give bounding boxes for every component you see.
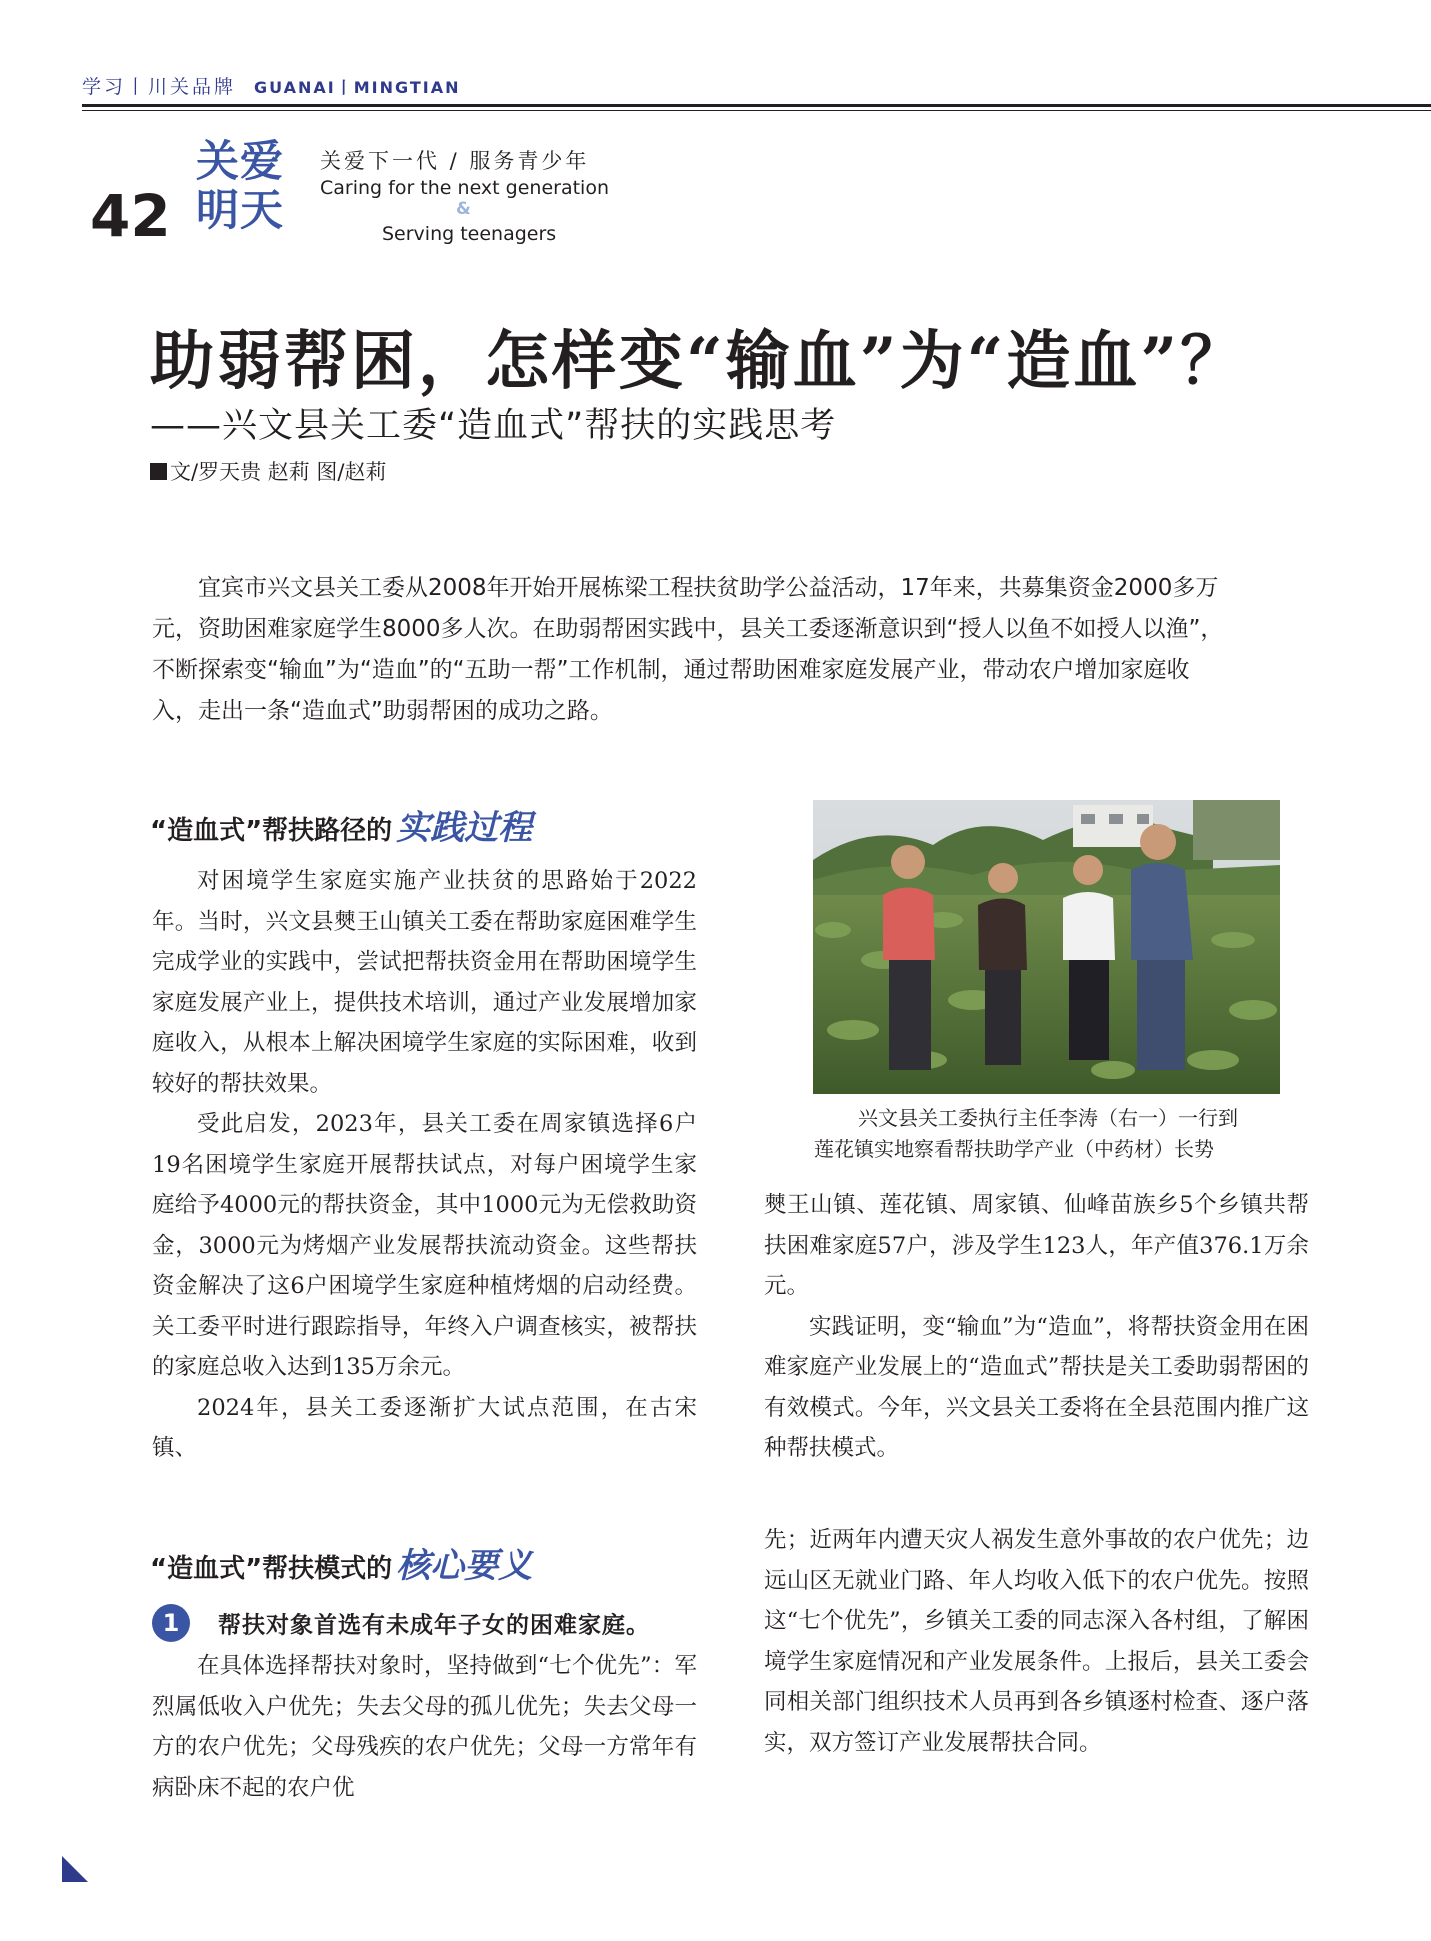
section-heading-text: “造血式”帮扶模式的 xyxy=(150,1554,393,1584)
section-heading-emphasis: 核心要义 xyxy=(396,1546,533,1586)
body-paragraph: 在具体选择帮扶对象时，坚持做到“七个优先”：军烈属低收入户优先；失去父母的孤儿优先；失去父母一方的农户优先；父母残疾的农户优先；父母一方常年有病卧床不起的农户优 xyxy=(152,1653,697,1801)
byline-square-icon xyxy=(150,463,167,480)
body-paragraph: 2024年，县关工委逐渐扩大试点范围，在古宋镇、 xyxy=(152,1394,697,1461)
photo-caption-line: 莲花镇实地察看帮扶助学产业（中药材）长势 xyxy=(814,1137,1214,1161)
lead-paragraph: 宜宾市兴文县关工委从2008年开始开展栋梁工程扶贫助学公益活动，17年来，共募集资金2000多万元，资助困难家庭学生8000多人次。在助弱帮困实践中，县关工委逐渐意识到“授人以鱼不如授人以渔”，不断探索变“输血”为“造血”的“五助一帮”工作机制，通过帮助困难家庭发展产业，带动农户增加家庭收入，走出一条“造血式”助弱帮困的成功之路。 xyxy=(152,575,1224,724)
section-label-latin: GUANAI丨MINGTIAN xyxy=(254,78,461,97)
photo-caption-line: 兴文县关工委执行主任李涛（右一）一行到 xyxy=(858,1106,1238,1130)
column-tagline-cn: 关爱下一代 / 服务青少年 xyxy=(320,149,590,173)
body-paragraph: 先；近两年内遭天灾人祸发生意外事故的农户优先；边远山区无就业门路、年人均收入低下的农户优先。按照这“七个优先”，乡镇关工委的同志深入各村组，了解困境学生家庭情况和产业发展条件。上报后，县关工委会同相关部门组织技术人员再到各乡镇逐村检查、逐户落实，双方签订产业发展帮扶合同。 xyxy=(764,1527,1309,1756)
column-tagline-en: Caring for the next generation xyxy=(320,177,609,199)
point-number-badge: 1 xyxy=(152,1604,190,1642)
article-title: 助弱帮困，怎样变“输血”为“造血”？ xyxy=(150,324,1248,399)
column-tagline-ampersand: & xyxy=(456,199,471,219)
header-rule-thin xyxy=(82,110,1431,111)
section-heading-practice xyxy=(150,800,532,849)
column-tagline-en-2: Serving teenagers xyxy=(382,223,557,245)
section-heading-text: “造血式”帮扶路径的 xyxy=(150,816,393,846)
section-heading-core xyxy=(150,1538,532,1587)
corner-triangle-icon xyxy=(62,1856,88,1882)
running-header xyxy=(82,72,461,99)
numbered-point xyxy=(152,1604,650,1642)
page-number: 42 xyxy=(90,182,171,250)
body-column-right-bottom xyxy=(764,1520,1309,1763)
body-paragraph: 僰王山镇、莲花镇、周家镇、仙峰苗族乡5个乡镇共帮扶困难家庭57户，涉及学生123人，年产值376.1万余元。 xyxy=(764,1192,1309,1299)
section-heading-emphasis: 实践过程 xyxy=(396,808,533,848)
field-visit-photo xyxy=(813,800,1280,1094)
body-paragraph: 对困境学生家庭实施产业扶贫的思路始于2022年。当时，兴文县僰王山镇关工委在帮助家庭困难学生完成学业的实践中，尝试把帮扶资金用在帮助困境学生家庭发展产业上，提供技术培训，通过产业发展增加家庭收入，从根本上解决困境学生家庭的实际困难，收到较好的帮扶效果。 xyxy=(152,868,697,1097)
article-subtitle: ——兴文县关工委“造血式”帮扶的实践思考 xyxy=(150,406,837,446)
header-rule xyxy=(82,104,1431,107)
field-visit-photo-illustration xyxy=(813,800,1280,1094)
body-column-left-bottom xyxy=(152,1646,697,1808)
byline xyxy=(150,456,387,486)
column-logo: 关爱明天 xyxy=(196,137,284,236)
section-label: 学习丨川关品牌 xyxy=(82,76,237,98)
byline-text: 文/罗天贵 赵莉 图/赵莉 xyxy=(170,460,387,484)
point-title: 帮扶对象首选有未成年子女的困难家庭。 xyxy=(218,1612,650,1639)
body-column-left-top xyxy=(152,861,697,1469)
body-column-right-top xyxy=(764,1185,1309,1469)
body-paragraph: 受此启发，2023年，县关工委在周家镇选择6户19名困境学生家庭开展帮扶试点，对每户困境学生家庭给予4000元的帮扶资金，其中1000元为无偿救助资金，3000元为烤烟产业发展帮扶流动资金。这些帮扶资金解决了这6户困境学生家庭种植烤烟的启动经费。关工委平时进行跟踪指导，年终入户调查核实，被帮扶的家庭总收入达到135万余元。 xyxy=(152,1111,697,1380)
photo-caption xyxy=(814,1103,1280,1165)
body-paragraph: 实践证明，变“输血”为“造血”，将帮扶资金用在困难家庭产业发展上的“造血式”帮扶是关工委助弱帮困的有效模式。今年，兴文县关工委将在全县范围内推广这种帮扶模式。 xyxy=(764,1313,1309,1461)
